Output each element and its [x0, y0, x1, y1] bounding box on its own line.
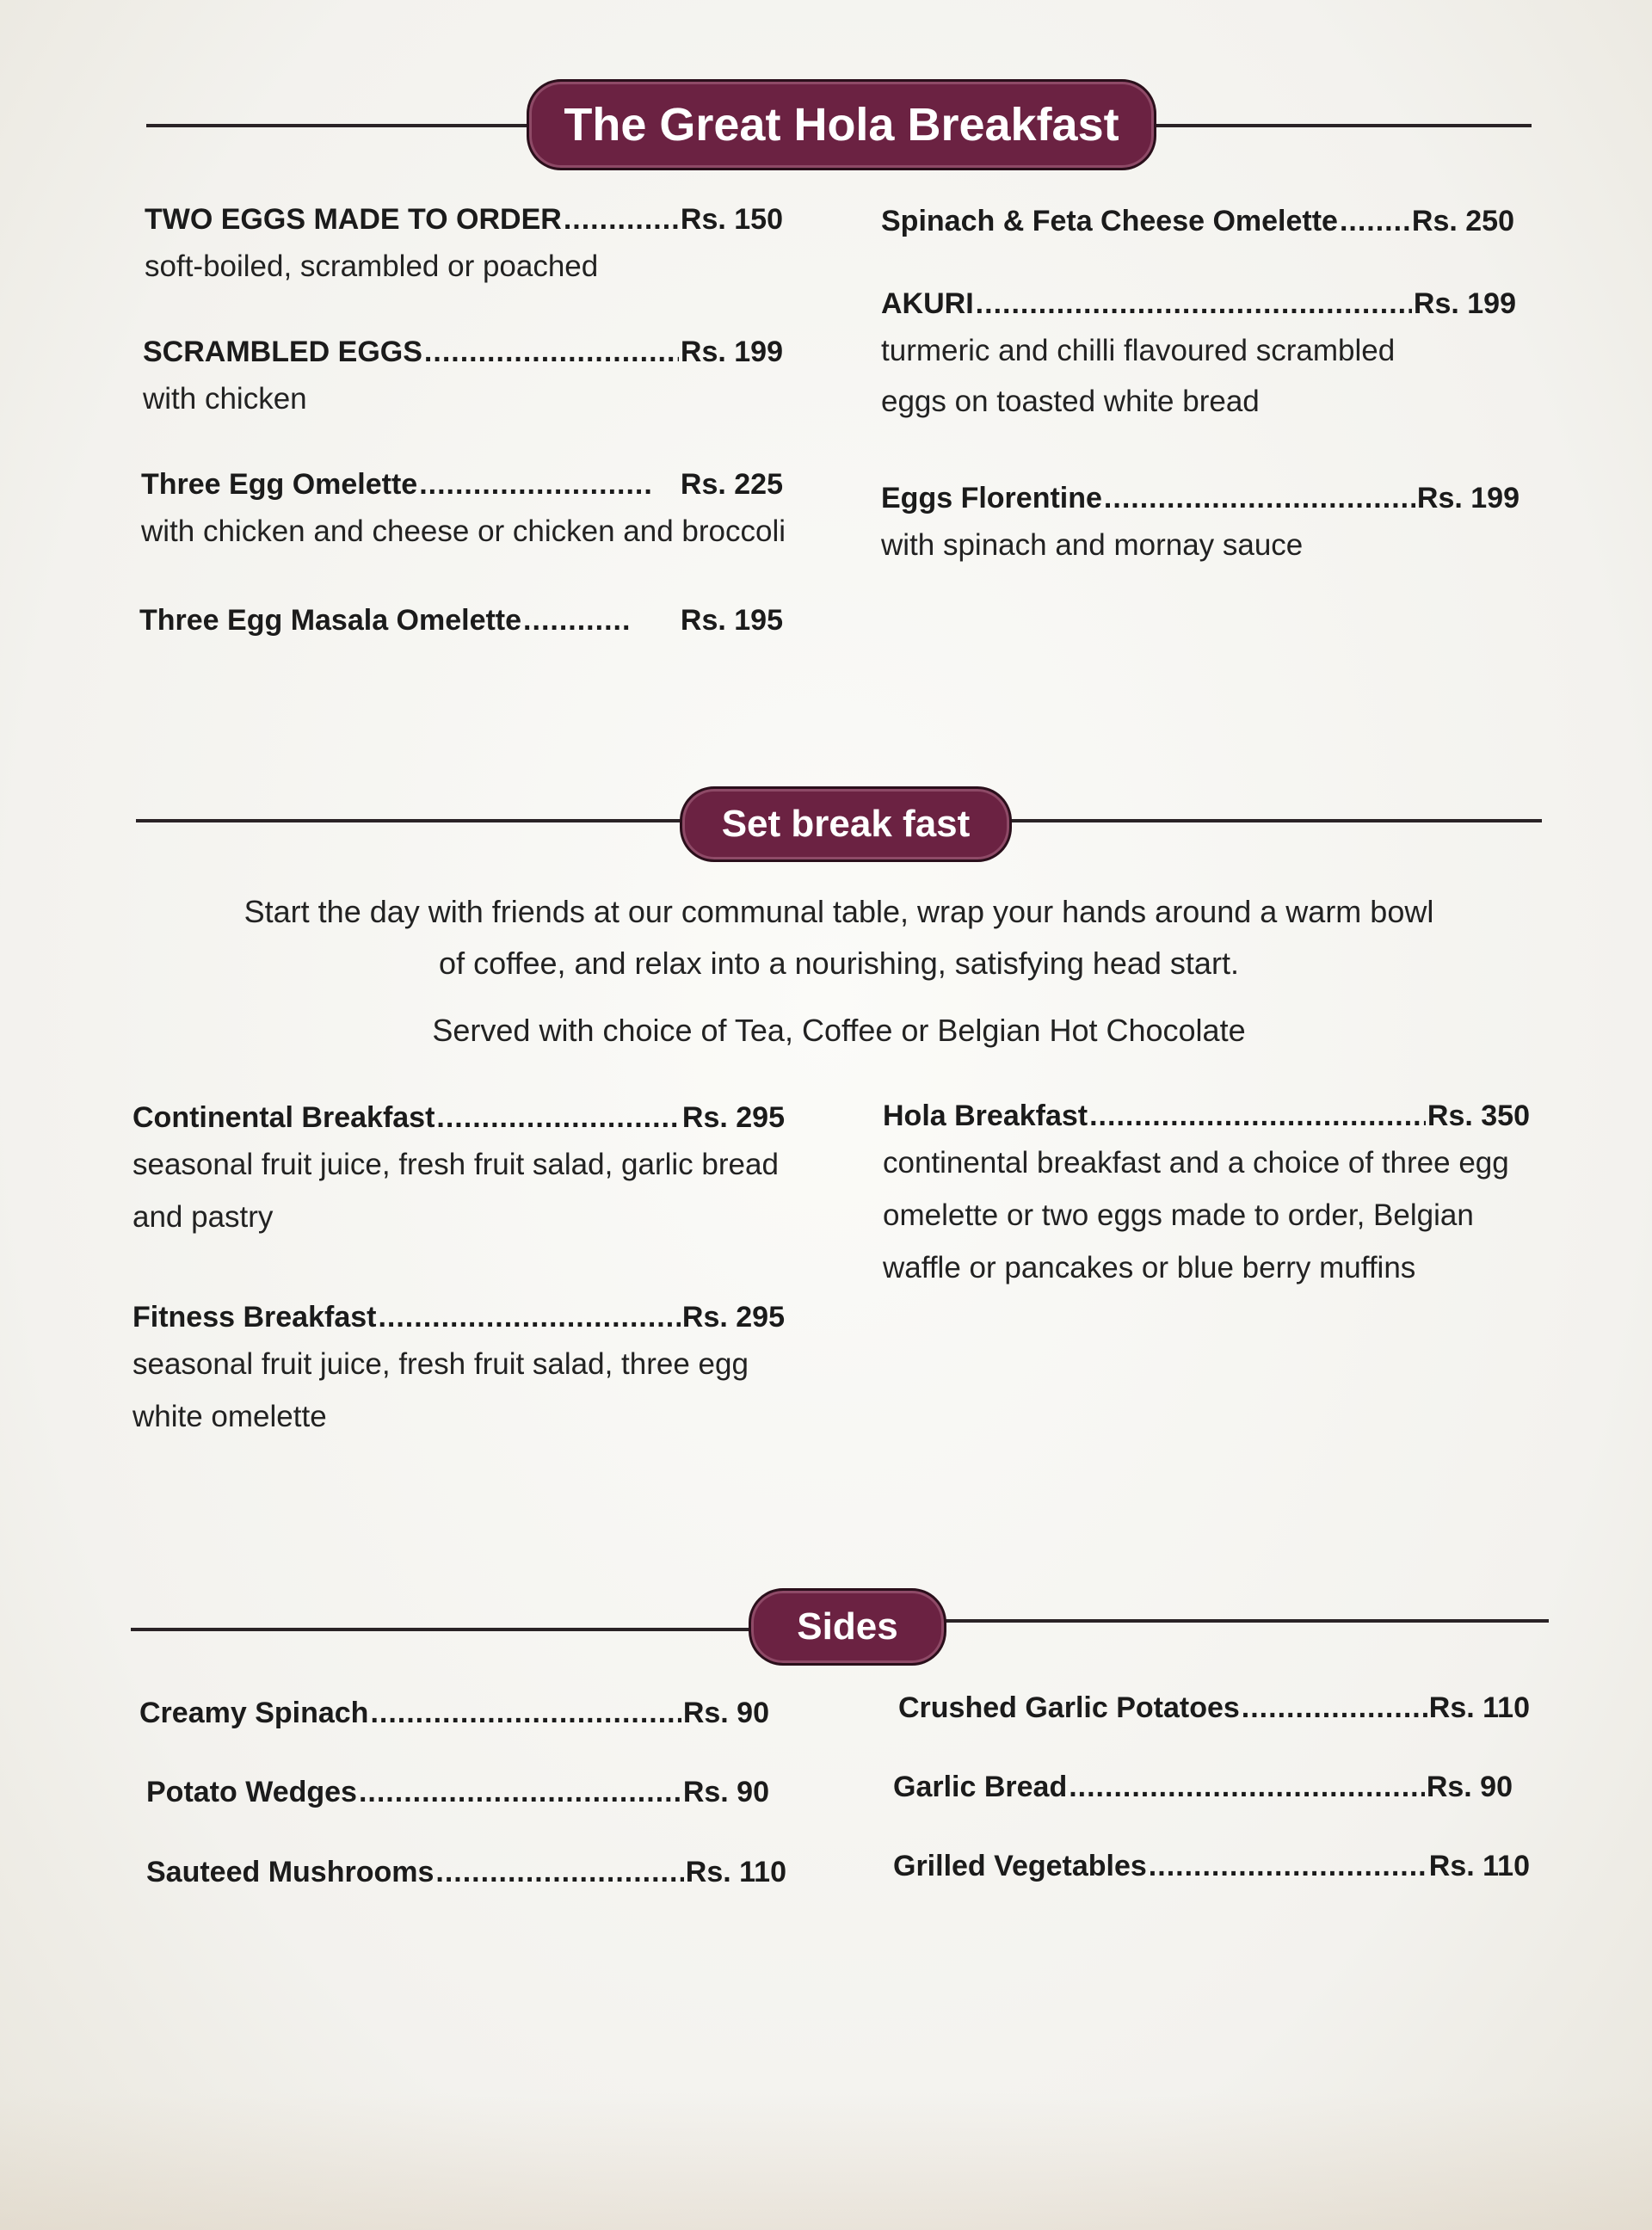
item-description-3: waffle or pancakes or blue berry muffins [883, 1251, 1416, 1284]
dot-leader [1104, 482, 1415, 515]
menu-item-hola-breakfast [883, 1100, 1530, 1294]
menu-item-scrambled-eggs [143, 336, 783, 425]
item-description: soft-boiled, scrambled or poached [145, 249, 599, 283]
item-description-2: omelette or two eggs made to order, Belgian [883, 1198, 1474, 1232]
item-description-2: and pastry [133, 1200, 274, 1234]
menu-item-masala-omelette [139, 604, 783, 638]
dot-leader [424, 336, 679, 369]
item-price: Rs. 90 [682, 1776, 769, 1808]
item-price: Rs. 110 [1428, 1850, 1530, 1882]
side-item-grilled-vegetables [893, 1850, 1530, 1883]
item-price: Rs. 150 [680, 203, 783, 236]
dot-leader [523, 604, 632, 638]
item-name: Three Egg Omelette [141, 468, 418, 501]
menu-item-eggs-florentine [881, 482, 1519, 571]
item-price: Rs. 199 [1413, 287, 1516, 320]
section-rule-left [136, 819, 687, 822]
menu-item-spinach-feta [881, 205, 1514, 238]
item-name: Spinach & Feta Cheese Omelette [881, 205, 1338, 237]
side-item-sauteed-mushrooms [146, 1856, 786, 1889]
section-title-sides: Sides [749, 1588, 946, 1666]
side-item-creamy-spinach [139, 1697, 769, 1730]
dot-leader [359, 1776, 681, 1809]
dot-leader [1242, 1691, 1427, 1725]
dot-leader [370, 1697, 681, 1730]
served-with-note: Served with choice of Tea, Coffee or Belgian Hot Chocolate [432, 1013, 1246, 1048]
item-price: Rs. 110 [685, 1856, 786, 1888]
item-price: Rs. 110 [1428, 1691, 1530, 1724]
item-name: Crushed Garlic Potatoes [898, 1691, 1240, 1724]
section-rule-left [146, 124, 533, 127]
item-description-2: white omelette [133, 1400, 327, 1433]
section-title-breakfast: The Great Hola Breakfast [527, 79, 1156, 170]
menu-item-continental-breakfast [133, 1101, 785, 1243]
item-price: Rs. 199 [1416, 482, 1519, 514]
item-name: SCRAMBLED EGGS [143, 336, 422, 368]
dot-leader [1089, 1100, 1426, 1133]
item-price: Rs. 250 [1411, 205, 1514, 237]
item-name: Eggs Florentine [881, 482, 1102, 514]
item-price: Rs. 350 [1427, 1100, 1530, 1132]
set-breakfast-intro-line1: Start the day with friends at our communal table, wrap your hands around a warm bowl [243, 894, 1434, 929]
item-description: with spinach and mornay sauce [881, 528, 1304, 562]
item-price: Rs. 295 [681, 1101, 785, 1134]
menu-item-three-egg-omelette [141, 468, 804, 558]
section-title-set-breakfast: Set break fast [680, 786, 1012, 862]
item-description: with chicken and cheese or chicken and broccoli [141, 514, 786, 548]
item-description-2: eggs on toasted white bread [881, 385, 1260, 418]
item-name: Fitness Breakfast [133, 1301, 377, 1334]
dot-leader [1069, 1771, 1425, 1804]
set-breakfast-intro-line2: of coffee, and relax into a nourishing, satisfying head start. [439, 946, 1239, 981]
item-price: Rs. 90 [1426, 1771, 1513, 1803]
dot-leader [436, 1101, 681, 1135]
item-name: AKURI [881, 287, 974, 320]
item-name: Sauteed Mushrooms [146, 1856, 435, 1888]
dot-leader [976, 287, 1412, 321]
item-name: TWO EGGS MADE TO ORDER [145, 203, 562, 236]
item-description: seasonal fruit juice, fresh fruit salad, three egg [133, 1347, 749, 1381]
item-name: Creamy Spinach [139, 1697, 369, 1729]
item-name: Continental Breakfast [133, 1101, 435, 1134]
paper-edge-shading [0, 2092, 1652, 2230]
item-name: Grilled Vegetables [893, 1850, 1147, 1882]
item-price: Rs. 295 [681, 1301, 785, 1334]
dot-leader [419, 468, 651, 502]
side-item-garlic-bread [893, 1771, 1513, 1804]
item-price: Rs. 199 [680, 336, 783, 368]
item-price: Rs. 195 [680, 604, 783, 637]
menu-item-two-eggs [145, 203, 783, 293]
item-description: continental breakfast and a choice of three egg [883, 1146, 1509, 1180]
item-description: turmeric and chilli flavoured scrambled [881, 334, 1396, 367]
item-price: Rs. 225 [680, 468, 783, 501]
menu-item-fitness-breakfast [133, 1301, 785, 1443]
dot-leader [1340, 205, 1410, 238]
menu-item-akuri [881, 287, 1516, 428]
item-description: with chicken [143, 382, 307, 416]
item-name: Hola Breakfast [883, 1100, 1088, 1132]
section-rule-right [1003, 819, 1542, 822]
item-name: Garlic Bread [893, 1771, 1068, 1803]
section-rule-left [131, 1628, 755, 1631]
dot-leader [1149, 1850, 1427, 1883]
dot-leader [435, 1856, 683, 1889]
section-rule-right [1153, 124, 1532, 127]
dot-leader [378, 1301, 680, 1334]
item-price: Rs. 90 [682, 1697, 769, 1729]
section-rule-right [940, 1619, 1549, 1623]
dot-leader [564, 203, 679, 237]
side-item-crushed-garlic-potatoes [898, 1691, 1530, 1725]
item-description: seasonal fruit juice, fresh fruit salad, garlic bread [133, 1148, 779, 1181]
side-item-potato-wedges [146, 1776, 769, 1809]
item-name: Three Egg Masala Omelette [139, 604, 522, 637]
item-name: Potato Wedges [146, 1776, 357, 1808]
